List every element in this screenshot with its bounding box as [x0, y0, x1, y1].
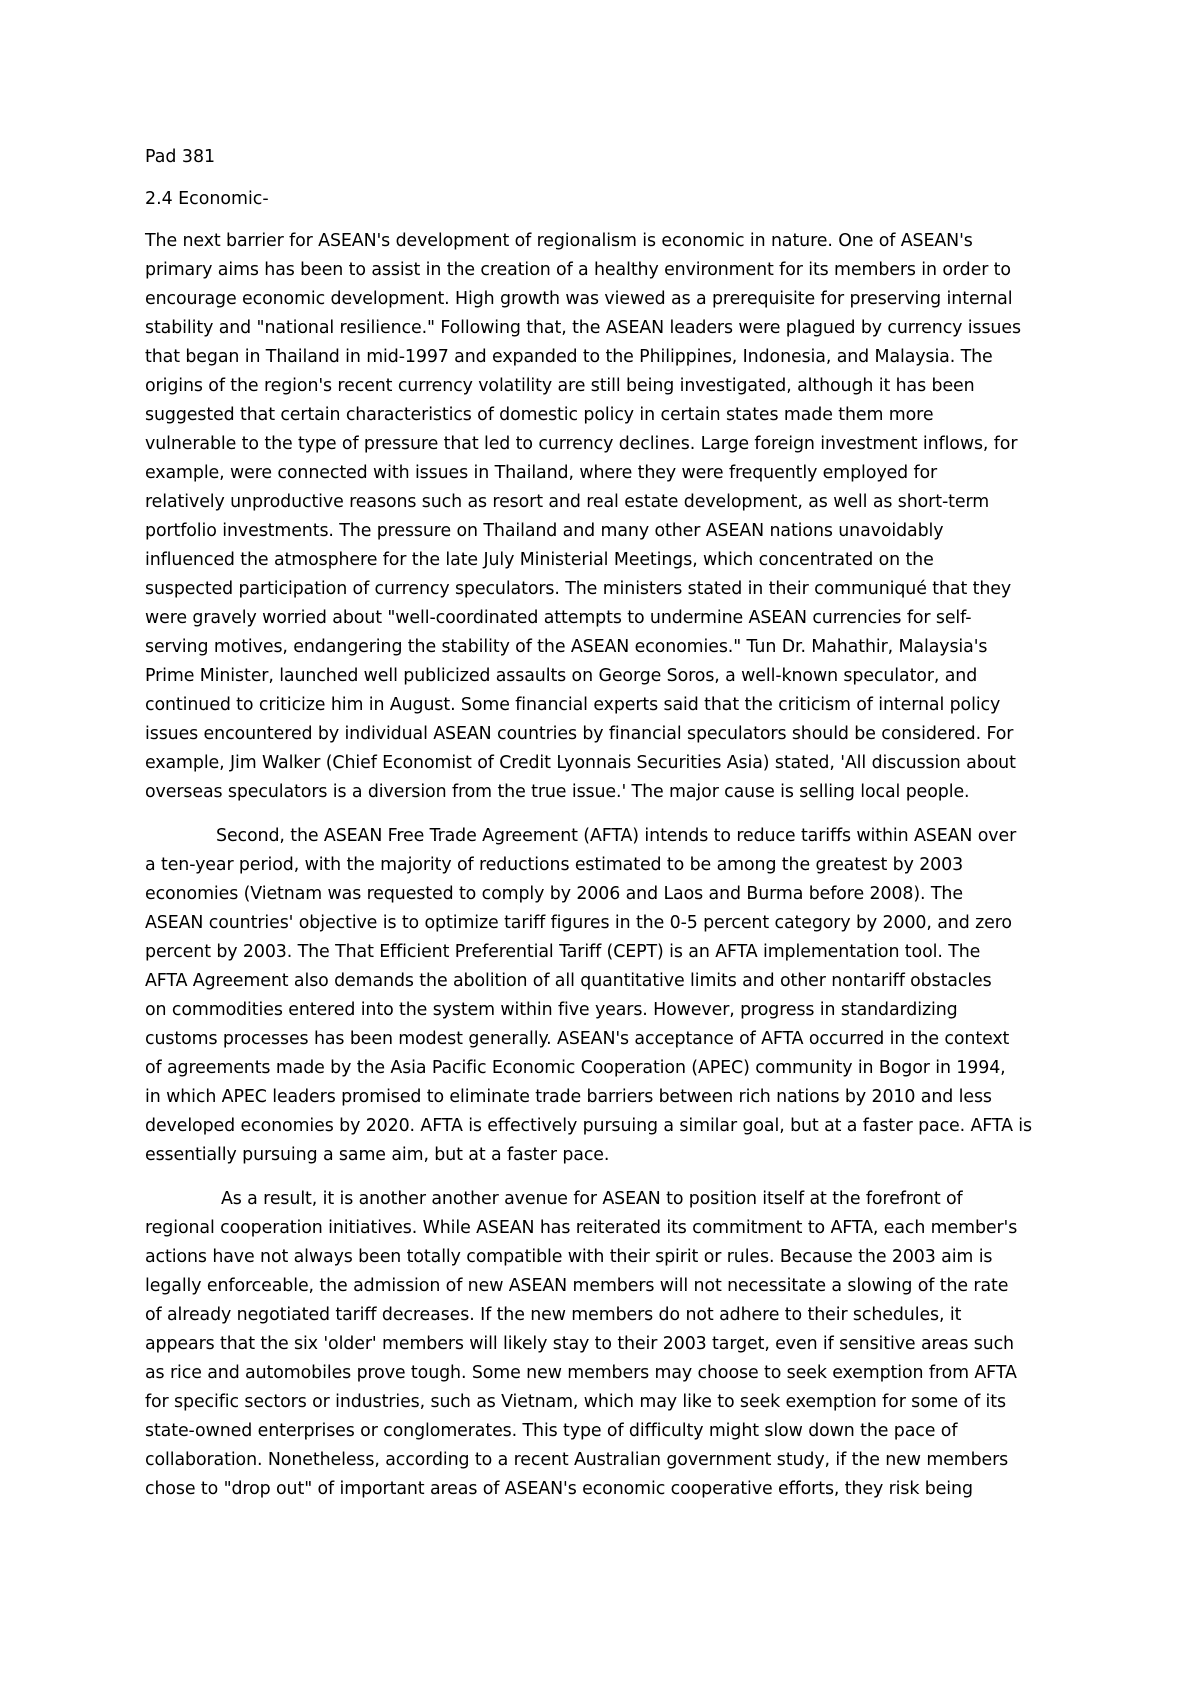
paragraph-line: serving motives, endangering the stability of the ASEAN economies." Tun Dr. Mahathir, Malaysia's [145, 637, 988, 657]
section-heading: 2.4 Economic- [145, 189, 269, 209]
paragraph-2 [145, 822, 1065, 1170]
paragraph-line: The next barrier for ASEAN's development of regionalism is economic in nature. One of ASEAN's [145, 231, 973, 251]
paragraph-3 [145, 1185, 1065, 1504]
document-body [145, 146, 1065, 1504]
paragraph-line: stability and "national resilience." Following that, the ASEAN leaders were plagued by currency issues [145, 318, 1021, 338]
paragraph-line: percent by 2003. The That Efficient Preferential Tariff (CEPT) is an AFTA implementation tool. The [145, 942, 981, 962]
paragraph-line: origins of the region's recent currency volatility are still being investigated, although it has been [145, 376, 975, 396]
paragraph-line: collaboration. Nonetheless, according to a recent Australian government study, if the new members [145, 1450, 1009, 1470]
paragraph-line: developed economies by 2020. AFTA is effectively pursuing a similar goal, but at a faster pace. AFTA is [145, 1116, 1032, 1136]
paragraph-line: continued to criticize him in August. Some financial experts said that the criticism of internal policy [145, 695, 1001, 715]
paragraph-line: of already negotiated tariff decreases. If the new members do not adhere to their schedules, it [145, 1305, 962, 1325]
paragraph-line: AFTA Agreement also demands the abolition of all quantitative limits and other nontariff obstacles [145, 971, 992, 991]
paragraph-line: example, were connected with issues in Thailand, where they were frequently employed for [145, 463, 938, 483]
paragraph-line: portfolio investments. The pressure on Thailand and many other ASEAN nations unavoidably [145, 521, 944, 541]
paragraph-line: economies (Vietnam was requested to comply by 2006 and Laos and Burma before 2008). The [145, 884, 963, 904]
paragraph-line: of agreements made by the Asia Pacific Economic Cooperation (APEC) community in Bogor in 1994, [145, 1058, 1006, 1078]
paragraph-line: As a result, it is another another avenue for ASEAN to position itself at the forefront of [221, 1189, 963, 1209]
paragraph-line: issues encountered by individual ASEAN countries by financial speculators should be considered. For [145, 724, 1014, 744]
paragraph-line: suggested that certain characteristics of domestic policy in certain states made them more [145, 405, 934, 425]
paragraph-line: were gravely worried about "well-coordinated attempts to undermine ASEAN currencies for self- [145, 608, 972, 628]
course-title: Pad 381 [145, 147, 216, 167]
paragraph-line: a ten-year period, with the majority of reductions estimated to be among the greatest by 2003 [145, 855, 964, 875]
paragraph-line: state-owned enterprises or conglomerates. This type of difficulty might slow down the pace of [145, 1421, 958, 1441]
paragraph-line: encourage economic development. High growth was viewed as a prerequisite for preserving internal [145, 289, 1013, 309]
paragraph-line: chose to "drop out" of important areas of ASEAN's economic cooperative efforts, they risk being [145, 1479, 973, 1499]
paragraph-line: that began in Thailand in mid-1997 and expanded to the Philippines, Indonesia, and Malaysia. The [145, 347, 993, 367]
paragraph-line: relatively unproductive reasons such as resort and real estate development, as well as short-term [145, 492, 990, 512]
paragraph-line: for specific sectors or industries, such as Vietnam, which may like to seek exemption for some of its [145, 1392, 1006, 1412]
paragraph-line: primary aims has been to assist in the creation of a healthy environment for its members in order to [145, 260, 1011, 280]
paragraph-line: ASEAN countries' objective is to optimize tariff figures in the 0-5 percent category by 2000, and zero [145, 913, 1012, 933]
paragraph-line: Prime Minister, launched well publicized assaults on George Soros, a well-known speculator, and [145, 666, 978, 686]
paragraph-1 [145, 227, 1065, 807]
paragraph-line: actions have not always been totally compatible with their spirit or rules. Because the 2003 aim is [145, 1247, 993, 1267]
paragraph-line: example, Jim Walker (Chief Economist of Credit Lyonnais Securities Asia) stated, 'All discussion about [145, 753, 1016, 773]
paragraph-line: vulnerable to the type of pressure that led to currency declines. Large foreign investment inflows, for [145, 434, 1018, 454]
paragraph-line: customs processes has been modest generally. ASEAN's acceptance of AFTA occurred in the context [145, 1029, 1010, 1049]
paragraph-line: essentially pursuing a same aim, but at a faster pace. [145, 1145, 610, 1165]
paragraph-line: regional cooperation initiatives. While ASEAN has reiterated its commitment to AFTA, each member's [145, 1218, 1018, 1238]
paragraph-line: Second, the ASEAN Free Trade Agreement (AFTA) intends to reduce tariffs within ASEAN over [216, 826, 1017, 846]
paragraph-line: suspected participation of currency speculators. The ministers stated in their communiqué that they [145, 579, 1012, 599]
paragraph-line: overseas speculators is a diversion from the true issue.' The major cause is selling local people. [145, 782, 970, 802]
paragraph-line: appears that the six 'older' members will likely stay to their 2003 target, even if sensitive areas such [145, 1334, 1014, 1354]
paragraph-line: in which APEC leaders promised to eliminate trade barriers between rich nations by 2010 and less [145, 1087, 992, 1107]
paragraph-line: as rice and automobiles prove tough. Some new members may choose to seek exemption from AFTA [145, 1363, 1017, 1383]
paragraph-line: influenced the atmosphere for the late July Ministerial Meetings, which concentrated on the [145, 550, 934, 570]
paragraph-line: legally enforceable, the admission of new ASEAN members will not necessitate a slowing of the rate [145, 1276, 1009, 1296]
paragraph-line: on commodities entered into the system within five years. However, progress in standardizing [145, 1000, 958, 1020]
